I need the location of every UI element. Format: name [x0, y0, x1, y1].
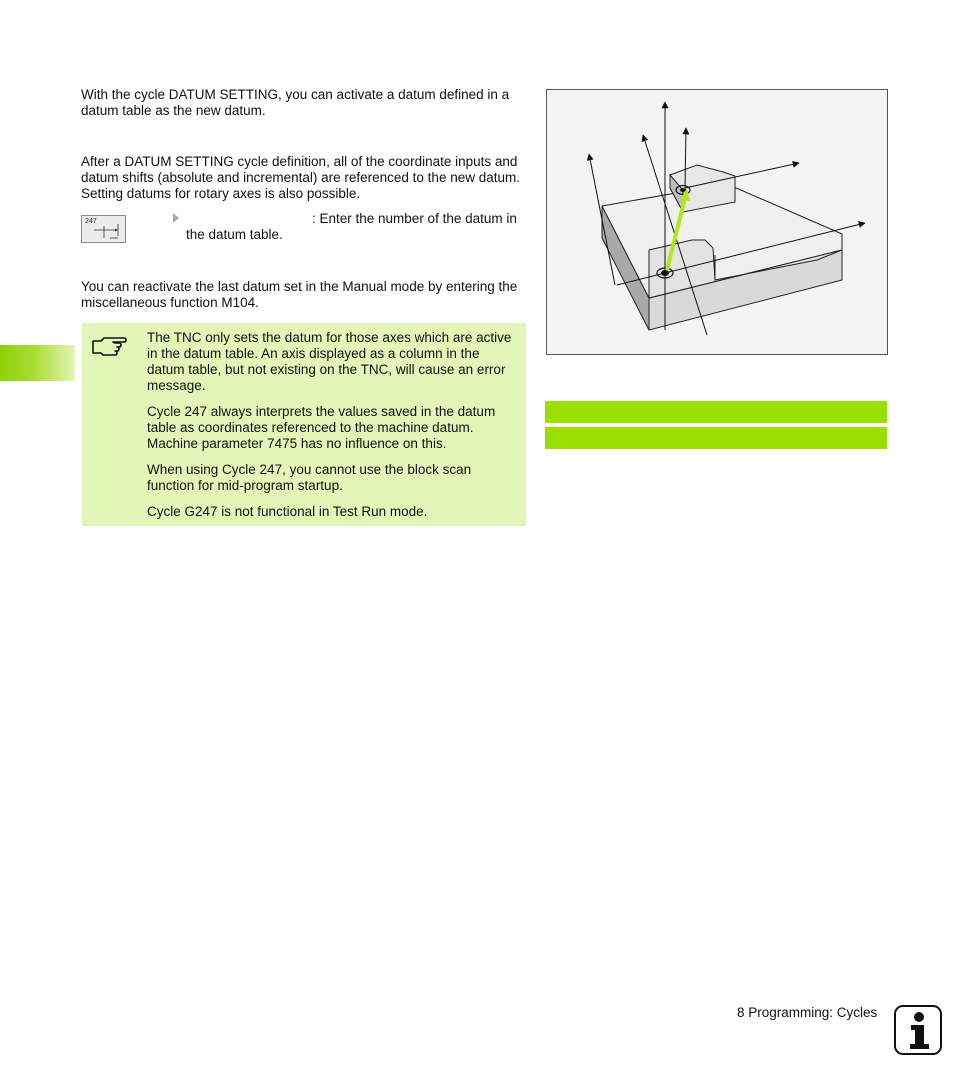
datum-setting-softkey[interactable]	[81, 215, 126, 243]
parameter-arrow-icon	[173, 213, 179, 223]
reactivate-paragraph: You can reactivate the last datum set in the Manual mode by entering the miscellaneous function M104.	[81, 279, 518, 310]
info-icon[interactable]	[894, 1005, 942, 1055]
note-item-4: Cycle G247 is not functional in Test Run mode.	[147, 504, 428, 519]
softkey-number: 247	[85, 218, 97, 225]
footer-chapter-label: 8 Programming: Cycles	[737, 1005, 878, 1020]
workpiece-datum-illustration	[547, 90, 889, 356]
note-item-3: When using Cycle 247, you cannot use the block scan function for mid-program startup.	[147, 462, 472, 493]
note-item-2: Cycle 247 always interprets the values saved in the datum table as coordinates referenced to the machine datum. Machine parameter 7475 has no influence on this.	[147, 404, 496, 451]
parameter-description: : Enter the number of the datum in the datum table.	[186, 211, 517, 242]
accent-bar-1	[545, 401, 887, 423]
chapter-side-tab	[0, 345, 75, 381]
accent-bar-2	[545, 427, 887, 449]
note-item-1: The TNC only sets the datum for those axes which are active in the datum table. An axis displayed as a column in the datum table, but not existing on the TNC, will cause an error message.	[147, 330, 512, 393]
datum-setting-softkey-icon	[82, 216, 127, 244]
pointing-hand-icon	[91, 333, 127, 359]
datum-setting-figure	[546, 89, 888, 355]
intro-paragraph-2: After a DATUM SETTING cycle definition, all of the coordinate inputs and datum shifts (absolute and incremental) are referenced to the new datum. Setting datums for rotary axes is also possible.	[81, 154, 520, 201]
info-glyph	[896, 1007, 940, 1053]
note-box	[82, 323, 526, 526]
intro-paragraph-1: With the cycle DATUM SETTING, you can activate a datum defined in a datum table as the new datum.	[81, 87, 510, 118]
